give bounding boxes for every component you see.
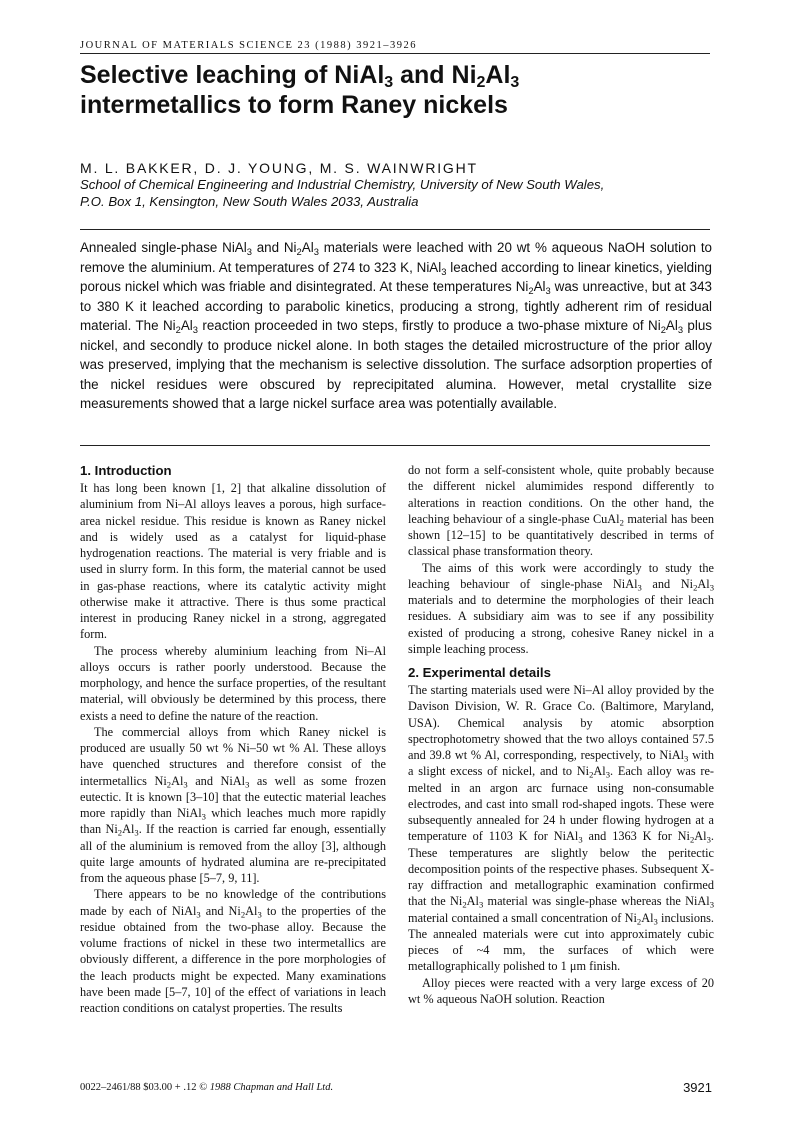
header-rule xyxy=(80,53,710,54)
intro-paragraph-6: The aims of this work were accordingly to study the leaching behaviour of single-phase NiAl$_3$ and $Ni_2Al_3$ materials and to determine the morphologies of their leach residues. A subsidiary aim was to see if any possibility existed of producing a strong, cohesive Raney nickel in a simple leaching process. xyxy=(408,560,714,656)
left-column xyxy=(80,462,386,1016)
section-heading-introduction: 1. Introduction xyxy=(80,463,172,478)
page-number: 3921 xyxy=(683,1080,712,1095)
abstract-top-rule xyxy=(80,229,710,230)
abstract: Annealed single-phase NiAl$_3$ and $Ni_2Al_3$ materials were leached with 20 wt % aqueous NaOH solution to remove the aluminium. At temperatures of 274 to 323 K, NiAl$_3$ leached according to linear kinetics, yielding porous nickel which was friable and disintegrated. At these temperatures $Ni_2Al_3$ was unreactive, but at 343 to 380 K it leached according to parabolic kinetics, producing a strong, tightly adherent rim of residual material. The $Ni_2Al_3$ reaction proceeded in two steps, firstly to produce a two-phase mixture of $Ni_2Al_3$ plus nickel, and secondly to produce nickel alone. In both stages the detailed microstructure of the prior alloy was preserved, implying that the mechanism is selective dissolution. The surface adsorption properties of the nickel residues were obscured by reprecipitated alumina. However, metal crystallite size measurements showed that a large nickel surface area was potentially available. xyxy=(80,240,713,411)
footer-copyright: 0022–2461/88 $03.00 + .12 © 1988 Chapman and Hall Ltd. xyxy=(80,1082,334,1093)
intro-paragraph-2: The process whereby aluminium leaching from Ni–Al alloys occurs is rather poorly understood. Because the morphology, and hence the surface properties, of the resultant material, will obviously be determined by this process, there exists a need to define the nature of the reaction. xyxy=(80,643,386,723)
experimental-paragraph-2: Alloy pieces were reacted with a very large excess of 20 wt % aqueous NaOH solution. Reaction xyxy=(408,975,714,1006)
intro-paragraph-1: It has long been known [1, 2] that alkaline dissolution of aluminium from Ni–Al alloys leaves a porous, high surface-area nickel residue. This residue is known as Raney nickel and is widely used as a catalyst for liquid-phase hydrogenation reactions. The material is very friable and is used in slurry form. In this form, the material cannot be used in gas-phase reactions, where its catalytic activity might otherwise make it attractive. There is thus some practical interest in producing Raney nickel in a strong, aggregated form. xyxy=(80,481,386,642)
section-heading-experimental: 2. Experimental details xyxy=(408,665,551,680)
right-column xyxy=(408,462,714,1007)
intro-paragraph-5: do not form a self-consistent whole, quite probably because the different nickel alumimides respond differently to alterations in reaction conditions. On the other hand, the leaching behaviour of a single-phase CuAl$_2$ material has been shown [12–15] to be quantitatively described in terms of classical phase transformation theory. xyxy=(408,463,714,559)
intro-paragraph-4: There appears to be no knowledge of the contributions made by each of NiAl$_3$ and $Ni_2Al_3$ to the properties of the residue obtained from the two-phase alloy. Because the volume fractions of nickel in these two intermetallics are obviously different, a difference in the pore morphologies of the leach products might be expected. Many examinations have been made [5–7, 10] of the effect of variations in leach reaction conditions on catalyst properties. The results xyxy=(80,887,386,1015)
abstract-bottom-rule xyxy=(80,445,710,446)
intro-paragraph-3: The commercial alloys from which Raney nickel is produced are usually 50 wt % Ni–50 wt % Al. These alloys have quenched structures and therefore consist of the intermetallics $Ni_2Al_3$ and NiAl$_3$ as well as some frozen eutectic. It is known [3–10] that the eutectic material leaches more rapidly than NiAl$_3$ which leaches much more rapidly than $Ni_2Al_3$. If the reaction is carried far enough, essentially all of the aluminium is removed from the alloy [3], although quite large amounts of hydrated alumina are re-precipitated from the aqueous phase [5–7, 9, 11]. xyxy=(80,724,387,885)
experimental-paragraph-1: The starting materials used were Ni–Al alloy provided by the Davison Division, W. R. Grace Co. (Baltimore, Maryland, USA). Chemical analysis by atomic absorption spectrophotometry showed that the two alloys contained 57.5 and 39.8 wt % Al, corresponding, respectively, to NiAl$_3$ with a slight excess of nickel, and to $Ni_2Al_3$. Each alloy was re-melted in an argon arc furnace using non-consumable electrodes, and cast into small rod-shaped ingots. These were subsequently annealed for 24 h under flowing hydrogen at a temperature of 1103 K for NiAl$_3$ and 1363 K for $Ni_2Al_3$. These temperatures are slightly below the peritectic decomposition points of the respective phases. Subsequent X-ray diffraction and metallographic examination confirmed that the $Ni_2Al_3$ material was single-phase whereas the NiAl$_3$ material contained a small concentration of $Ni_2Al_3$ inclusions. The annealed materials were cut into approximately cubic pieces of ~4 mm, the surfaces of which were metallographically polished to 1 μm finish. xyxy=(408,683,714,974)
authors: M. L. BAKKER, D. J. YOUNG, M. S. WAINWRIGHT xyxy=(80,160,478,176)
affiliation: School of Chemical Engineering and Industrial Chemistry, University of New South Wales, P.O. Box 1, Kensington, New South Wales 2033, Australia xyxy=(80,177,605,209)
article-title: Selective leaching of NiAl$_3$ and $Ni_2Al_3$ intermetallics to form Raney nickels xyxy=(80,61,520,119)
journal-header: JOURNAL OF MATERIALS SCIENCE 23 (1988) 3921–3926 xyxy=(80,40,418,51)
